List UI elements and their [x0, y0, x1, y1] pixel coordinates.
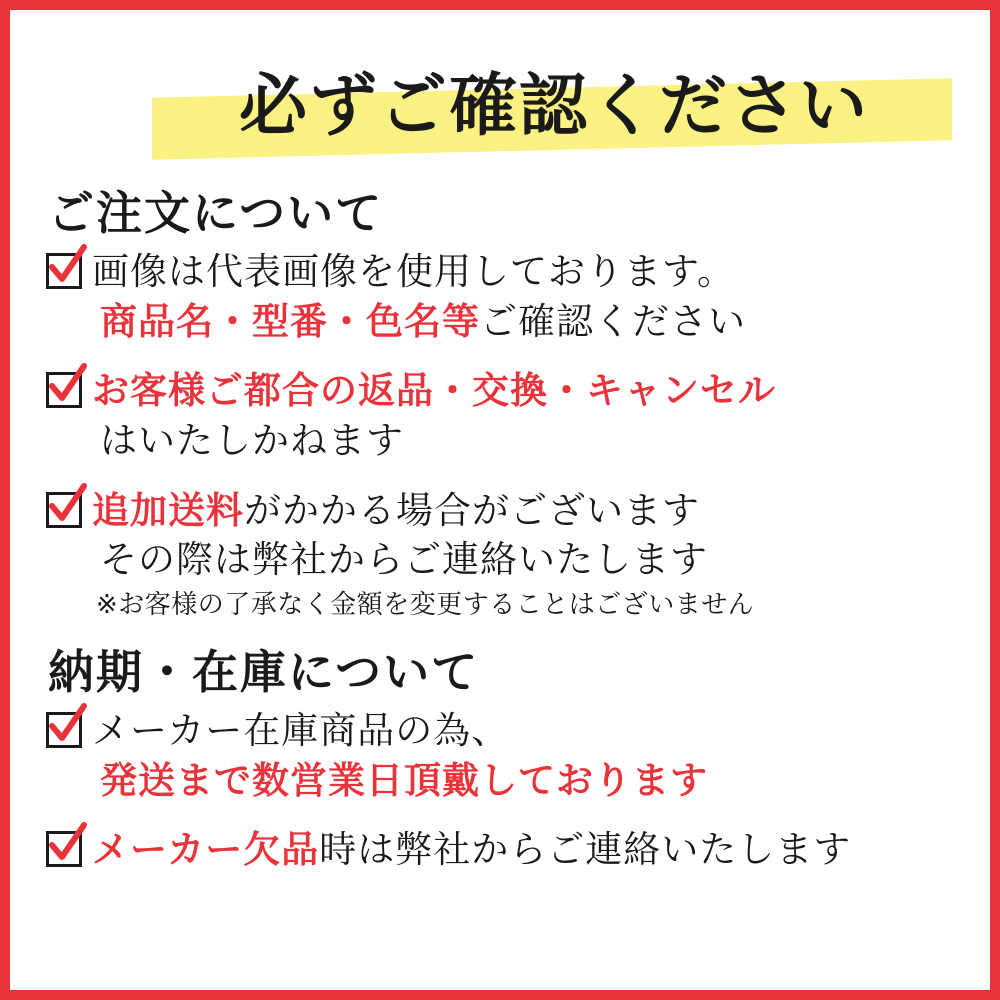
- checklist-item-text: [92, 366, 956, 465]
- checkbox-checked-icon: [46, 492, 82, 528]
- body-text: 画像は代表画像を使用しております。: [92, 250, 736, 294]
- checklist-item: [44, 825, 956, 875]
- check-mark-icon: [42, 243, 90, 291]
- checklist-item-text: [92, 825, 956, 875]
- body-text: メーカー在庫商品の為、: [92, 709, 510, 753]
- text-line: [92, 535, 956, 585]
- sections-container: [44, 186, 956, 875]
- checkbox-checked-icon: [46, 712, 82, 748]
- check-mark-icon: [42, 821, 90, 869]
- checkbox-checked-icon: [46, 831, 82, 867]
- emphasis-text: メーカー欠品: [92, 828, 320, 872]
- checklist-item-text: [92, 247, 956, 346]
- body-text: はいたしかねます: [100, 418, 404, 462]
- text-line: [92, 416, 956, 466]
- checklist-item: [44, 486, 956, 624]
- text-line: [92, 486, 956, 536]
- checkbox-checked-icon: [46, 253, 82, 289]
- emphasis-text: 商品名・型番・色名等: [100, 299, 480, 343]
- checklist-item-text: [92, 486, 956, 624]
- body-text: 時は弊社からご連絡いたします: [319, 828, 852, 872]
- section-heading: ご注文について: [48, 186, 384, 240]
- body-text: ご確認ください: [480, 299, 746, 343]
- emphasis-text: 発送まで数営業日頂戴しております: [100, 758, 708, 802]
- checkbox-checked-icon: [46, 372, 82, 408]
- check-mark-icon: [42, 702, 90, 750]
- check-mark-icon: [42, 362, 90, 410]
- text-line: [92, 366, 956, 416]
- text-line: [92, 297, 956, 347]
- section-heading: 納期・在庫について: [48, 645, 480, 700]
- text-line: [92, 756, 956, 806]
- emphasis-text: お客様ご都合の返品・交換・キャンセル: [92, 369, 776, 413]
- text-line: [92, 825, 956, 875]
- body-text: がかかる場合がございます: [244, 488, 700, 532]
- page-title-area: [44, 58, 956, 168]
- footnote-text: ※お客様の了承なく金額を変更することはございません: [96, 589, 755, 620]
- check-mark-icon: [42, 482, 90, 530]
- body-text: その際は弊社からご連絡いたします: [100, 538, 708, 582]
- page-title: 必ずご確認ください: [238, 67, 869, 146]
- notice-content: [0, 20, 1000, 980]
- text-line: [92, 247, 956, 297]
- checklist-item: [44, 247, 956, 346]
- checklist-item: [44, 366, 956, 465]
- checklist-item: [44, 706, 956, 805]
- checklist-item-text: [92, 706, 956, 805]
- emphasis-text: 追加送料: [92, 488, 244, 532]
- text-line: [92, 706, 956, 756]
